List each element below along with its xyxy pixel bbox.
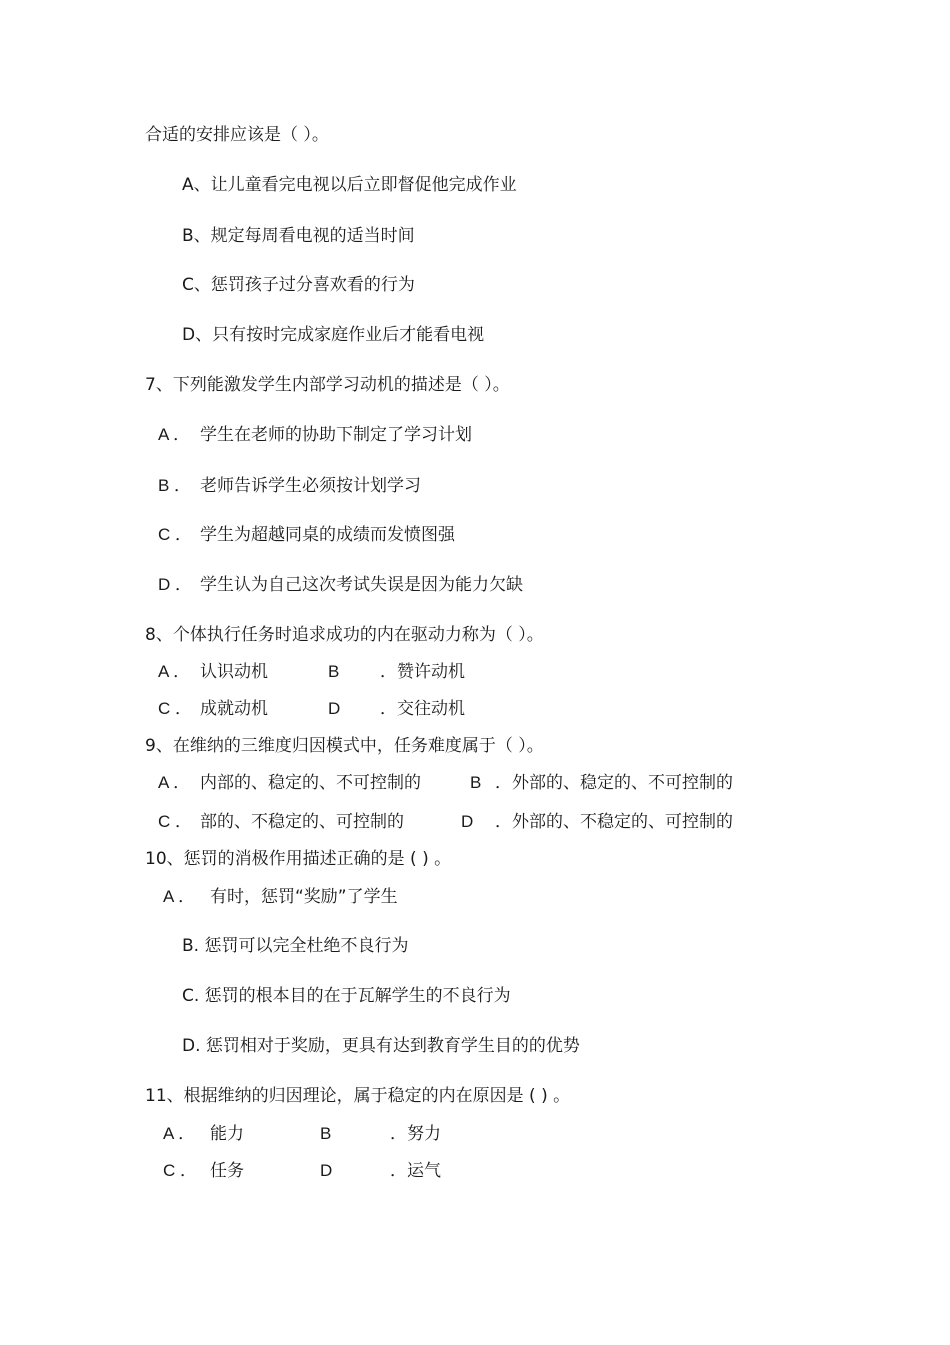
q8-option-c-text: 成就动机 <box>200 699 268 719</box>
q6-option-c: C、惩罚孩子过分喜欢看的行为 <box>182 275 415 295</box>
q9-option-b-letter: B <box>470 773 482 792</box>
q6-option-a: A、让儿童看完电视以后立即督促他完成作业 <box>182 175 517 195</box>
q8-option-c-letter: C ． <box>158 699 192 718</box>
q11-option-a-text: 能力 <box>210 1124 244 1144</box>
q9-option-d-letter: D <box>461 812 474 831</box>
q7-stem: 7、下列能激发学生内部学习动机的描述是（ ）。 <box>145 375 510 395</box>
q10-stem: 10、惩罚的消极作用描述正确的是 ( ) 。 <box>145 849 452 869</box>
q11-option-c-letter: C ． <box>163 1161 197 1180</box>
q8-option-d-text: ．交往动机 <box>380 699 465 719</box>
q8-option-a-letter: A ． <box>158 662 191 681</box>
q10-option-c: C. 惩罚的根本目的在于瓦解学生的不良行为 <box>182 986 511 1006</box>
q10-option-b: B. 惩罚可以完全杜绝不良行为 <box>182 936 409 956</box>
q7-option-c-text: 学生为超越同桌的成绩而发愤图强 <box>200 525 455 545</box>
q7-option-b-text: 老师告诉学生必须按计划学习 <box>200 476 421 496</box>
q11-option-c-text: 任务 <box>210 1161 244 1181</box>
q7-option-a-text: 学生在老师的协助下制定了学习计划 <box>200 425 472 445</box>
q9-option-a-text: 内部的、稳定的、不可控制的 <box>200 773 421 793</box>
q6-option-d: D、只有按时完成家庭作业后才能看电视 <box>182 325 485 345</box>
q7-option-a-letter: A ． <box>158 425 191 444</box>
q7-option-b-letter: B ． <box>158 476 192 495</box>
q10-option-a-letter: A ． <box>163 887 196 906</box>
q8-option-b-text: ．赞许动机 <box>380 662 465 682</box>
q9-option-c-letter: C ． <box>158 812 192 831</box>
q11-option-a-letter: A ． <box>163 1124 196 1143</box>
q9-stem: 9、在维纳的三维度归因模式中，任务难度属于（ ）。 <box>145 736 544 756</box>
q7-option-d-text: 学生认为自己这次考试失误是因为能力欠缺 <box>200 575 523 595</box>
q7-option-c-letter: C ． <box>158 525 192 544</box>
q9-option-b-text: ．外部的、稳定的、不可控制的 <box>495 773 733 793</box>
q10-option-a-text: 有时，惩罚“奖励”了学生 <box>210 887 398 907</box>
q6-stem-tail: 合适的安排应该是（ ）。 <box>145 125 329 145</box>
q8-option-b-letter: B <box>328 662 340 681</box>
q6-option-b: B、规定每周看电视的适当时间 <box>182 226 415 246</box>
q11-option-b-text: ．努力 <box>390 1124 441 1144</box>
q8-stem: 8、个体执行任务时追求成功的内在驱动力称为（ ）。 <box>145 625 544 645</box>
q8-option-a-text: 认识动机 <box>200 662 268 682</box>
q9-option-d-text: ．外部的、不稳定的、可控制的 <box>495 812 733 832</box>
q9-option-c-text: 部的、不稳定的、可控制的 <box>200 812 404 832</box>
q11-option-d-text: ．运气 <box>390 1161 441 1181</box>
q11-stem: 11、根据维纳的归因理论，属于稳定的内在原因是 ( ) 。 <box>145 1086 571 1106</box>
q8-option-d-letter: D <box>328 699 341 718</box>
q11-option-b-letter: B <box>320 1124 332 1143</box>
q11-option-d-letter: D <box>320 1161 333 1180</box>
q9-option-a-letter: A ． <box>158 773 191 792</box>
q7-option-d-letter: D ． <box>158 575 192 594</box>
q10-option-d: D. 惩罚相对于奖励，更具有达到教育学生目的的优势 <box>182 1036 580 1056</box>
